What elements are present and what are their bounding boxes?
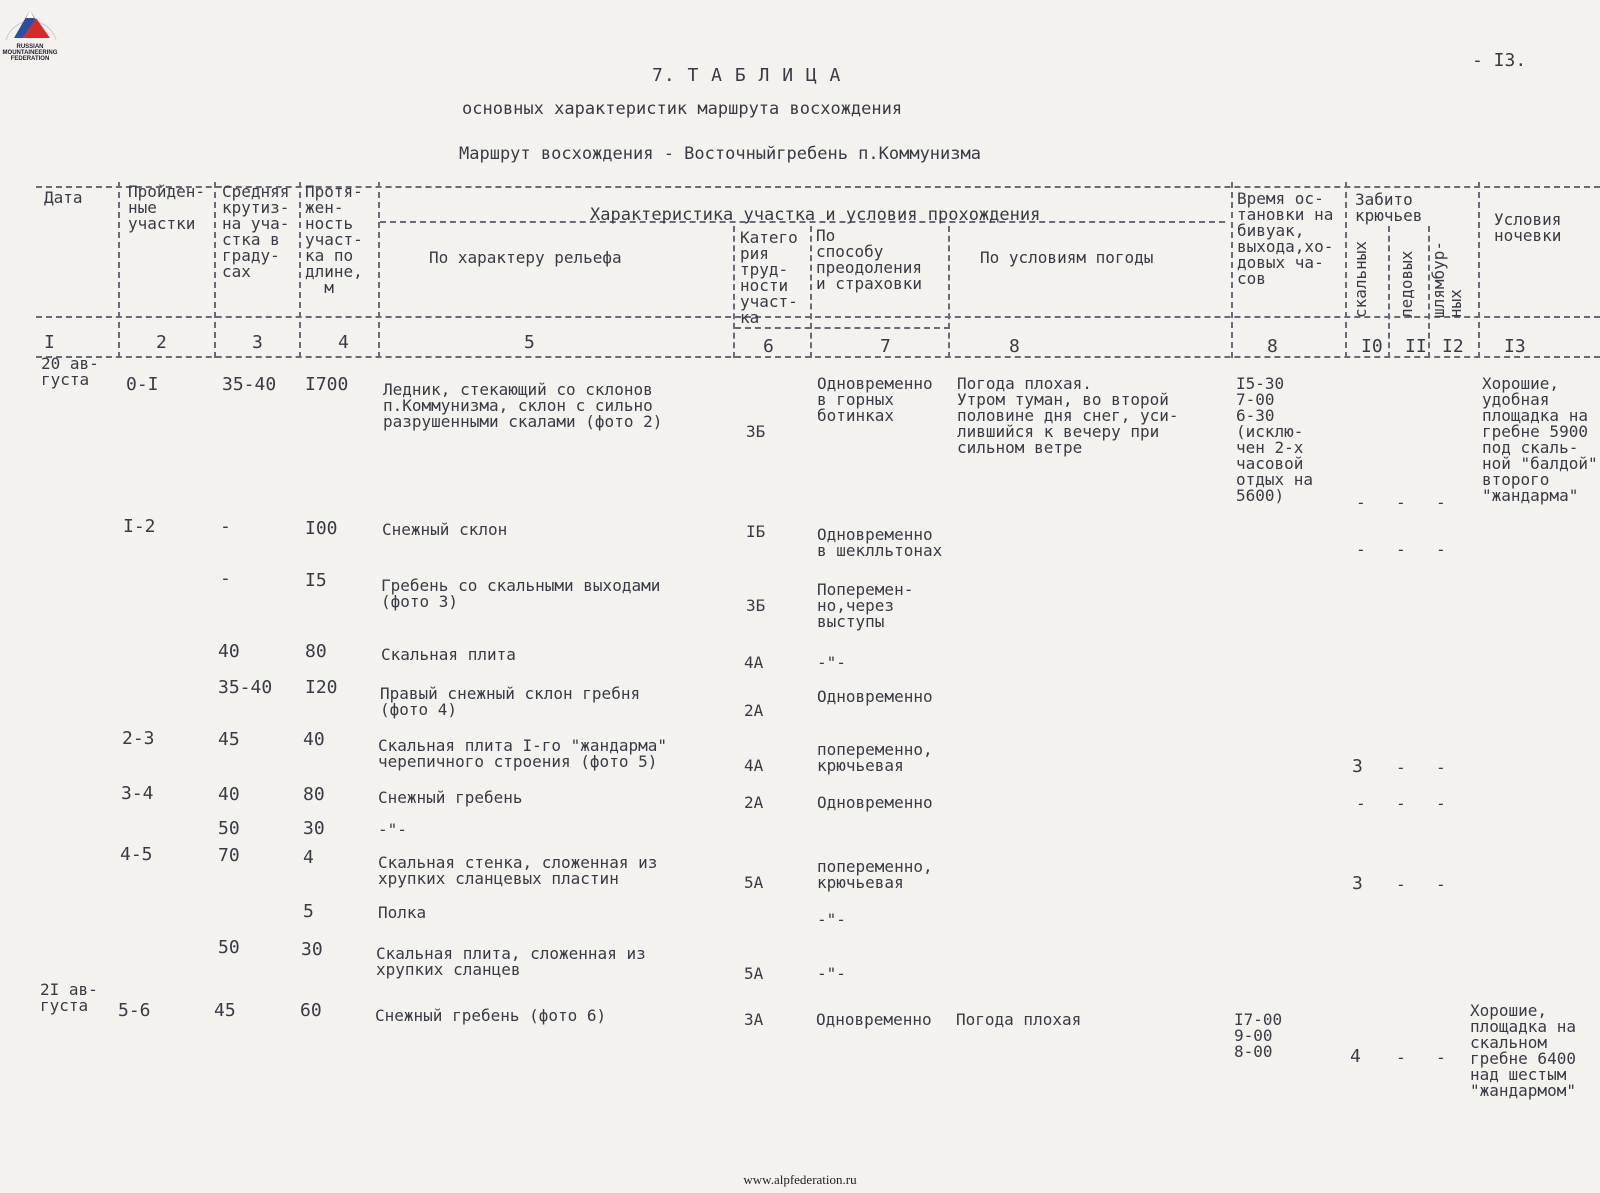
cell-length: 80 — [305, 641, 327, 662]
header-length: Протя- жен- ность участ- ка по длине, м — [305, 182, 363, 297]
grid-col-8 — [948, 226, 950, 358]
cell-bivouac: Хорошие, площадка на скальном гребне 6400 над шестым "жандармом" — [1470, 1001, 1576, 1100]
col-number: 8 — [1009, 336, 1020, 357]
cell-method: Поперемен- но,через выступы — [817, 580, 914, 631]
col-number: I — [44, 332, 55, 353]
header-characteristic-group: Характеристика участка и условия прохождения — [590, 205, 1041, 225]
cell-steepness: 45 — [218, 729, 240, 750]
cell-steepness: 50 — [218, 818, 240, 839]
cell-section: 0-I — [126, 374, 159, 395]
cell-ice-pitons: - — [1396, 493, 1406, 512]
grid-col-4 — [299, 182, 301, 358]
cell-steepness: 45 — [214, 1000, 236, 1021]
cell-method: -"- — [817, 653, 846, 672]
mountain-flag-icon — [0, 0, 62, 46]
cell-method: Одновременно — [817, 687, 933, 706]
header-weather: По условиям погоды — [980, 248, 1154, 267]
col-number: 3 — [252, 332, 263, 353]
cell-category: 5А — [744, 873, 764, 892]
cell-category: IБ — [746, 522, 766, 541]
cell-category: 3А — [744, 1010, 764, 1029]
col-number: I0 — [1361, 336, 1383, 357]
cell-method: Одновременно в шеклльтонах — [817, 525, 943, 560]
cell-category: 3Б — [746, 422, 766, 441]
col-number: II — [1405, 336, 1427, 357]
cell-length: I20 — [305, 677, 338, 698]
cell-steepness: 40 — [218, 784, 240, 805]
logo-line-2: MOUNTAINEERING — [2, 50, 58, 56]
cell-relief: Ледник, стекающий со склонов п.Коммунизма, склон с сильно разрушенными скалами (фото 2) — [383, 380, 663, 431]
col-number: 4 — [338, 332, 349, 353]
header-method: По способу преодоления и страховки — [816, 226, 922, 293]
cell-relief: Полка — [378, 903, 427, 922]
header-passed-sections: Пройден- ные участки — [128, 182, 206, 233]
cell-weather: Погода плохая — [956, 1010, 1082, 1029]
cell-relief: Скальная плита I-го "жандарма" черепичного строения (фото 5) — [378, 736, 667, 771]
cell-steepness: - — [220, 568, 231, 589]
grid-col-9 — [1231, 182, 1233, 358]
cell-steepness: 35-40 — [222, 374, 277, 395]
logo-line-1: RUSSIAN — [16, 44, 44, 50]
cell-category: 4А — [744, 756, 764, 775]
cell-date: 20 ав- густа — [41, 354, 99, 389]
cell-relief: Снежный гребень — [378, 788, 523, 807]
cell-steepness: - — [220, 516, 231, 537]
cell-relief: Скальная плита, сложенная из хрупких сланцев — [376, 944, 646, 979]
cell-bolt-pitons: - — [1436, 1048, 1446, 1067]
cell-rock-pitons: 4 — [1350, 1046, 1361, 1067]
cell-length: 60 — [300, 1000, 322, 1021]
cell-relief: -"- — [378, 820, 407, 839]
cell-bolt-pitons: - — [1436, 875, 1446, 894]
cell-section: 5-6 — [118, 1000, 151, 1021]
cell-relief: Скальная стенка, сложенная из хрупких сланцевых пластин — [378, 853, 658, 888]
cell-bolt-pitons: - — [1436, 493, 1446, 512]
page-number: - I3. — [1472, 50, 1527, 71]
header-relief: По характеру рельефа — [429, 248, 622, 267]
cell-relief: Гребень со скальными выходами (фото 3) — [381, 576, 661, 611]
header-category: Катего рия труд- ности участ- ка — [740, 228, 798, 327]
cell-method: попеременно, крючьевая — [817, 857, 933, 892]
cell-relief: Снежный гребень (фото 6) — [375, 1006, 607, 1025]
cell-steepness: 50 — [218, 937, 240, 958]
page-title: 7. Т А Б Л И Ц А — [652, 65, 842, 86]
cell-time: I7-00 9-00 8-00 — [1234, 1010, 1283, 1061]
cell-rock-pitons: - — [1356, 794, 1366, 813]
col-number: 8 — [1267, 336, 1278, 357]
grid-col-2 — [118, 182, 120, 358]
col-number: 2 — [156, 332, 167, 353]
cell-rock-pitons: 3 — [1352, 873, 1363, 894]
cell-bivouac: Хорошие, удобная площадка на гребне 5900 под скаль- ной "балдой" второго "жандарма" — [1482, 374, 1598, 505]
header-ice-pitons: ледовых — [1397, 250, 1416, 318]
header-stop-time: Время ос- тановки на бивуак, выхода,хо- довых ча- сов — [1237, 189, 1334, 288]
cell-ice-pitons: - — [1396, 540, 1406, 559]
cell-category: 3Б — [746, 596, 766, 615]
cell-date: 2I ав- густа — [40, 980, 98, 1015]
table-subtitle: основных характеристик маршрута восхождения — [462, 99, 903, 119]
grid-col-6 — [733, 226, 735, 358]
header-pitons-group: Забито крючьев — [1355, 190, 1423, 225]
header-rock-pitons: скальных — [1351, 240, 1370, 318]
cell-weather: Погода плохая. Утром туман, во второй половине дня снег, уси- лившийся к вечеру при сильном ветре — [957, 374, 1179, 457]
cell-length: I5 — [305, 570, 327, 591]
cell-rock-pitons: - — [1356, 493, 1366, 512]
grid-col-13 — [1478, 182, 1480, 358]
col-number: I2 — [1442, 336, 1464, 357]
cell-method: попеременно, крючьевая — [817, 740, 933, 775]
cell-ice-pitons: - — [1396, 875, 1406, 894]
cell-bolt-pitons: - — [1436, 540, 1446, 559]
cell-steepness: 35-40 — [218, 677, 273, 698]
cell-category: 4А — [744, 653, 764, 672]
cell-relief: Скальная плита — [381, 645, 516, 664]
cell-method: Одновременно — [816, 1010, 932, 1029]
header-date: Дата — [44, 188, 83, 207]
cell-category: 5А — [744, 964, 764, 983]
grid-line-cat — [735, 327, 950, 329]
cell-section: 2-3 — [122, 728, 155, 749]
cell-length: I700 — [305, 374, 349, 395]
grid-col-10 — [1345, 182, 1347, 358]
header-bivouac: Условия ночевки — [1494, 210, 1562, 245]
cell-length: I00 — [305, 518, 338, 539]
cell-steepness: 70 — [218, 845, 240, 866]
cell-section: 3-4 — [121, 783, 154, 804]
cell-length: 4 — [303, 847, 314, 868]
cell-ice-pitons: - — [1396, 1048, 1406, 1067]
route-name: Маршрут восхождения - Восточныйгребень п.Коммунизма — [459, 144, 981, 164]
cell-method: -"- — [817, 910, 846, 929]
cell-length: 80 — [303, 784, 325, 805]
cell-ice-pitons: - — [1396, 794, 1406, 813]
col-number: I3 — [1504, 336, 1526, 357]
grid-col-3 — [214, 182, 216, 358]
cell-method: -"- — [817, 964, 846, 983]
cell-length: 30 — [301, 939, 323, 960]
cell-method: Одновременно — [817, 793, 933, 812]
cell-relief: Правый снежный склон гребня (фото 4) — [380, 684, 641, 719]
cell-category: 2А — [744, 701, 764, 720]
cell-bolt-pitons: - — [1436, 758, 1446, 777]
col-number: 6 — [763, 336, 774, 357]
cell-category: 2А — [744, 793, 764, 812]
header-bolt-pitons: шлямбур- ных — [1429, 240, 1465, 318]
cell-rock-pitons: - — [1356, 540, 1366, 559]
grid-col-7 — [810, 226, 812, 358]
header-avg-steepness: Средняя крутиз- на уча- стка в граду- сах — [222, 182, 290, 281]
cell-time: I5-30 7-00 6-30 (исклю- чен 2-х часовой отдых на 5600) — [1236, 374, 1314, 505]
grid-col-11 — [1388, 226, 1390, 358]
cell-section: 4-5 — [120, 844, 153, 865]
col-number: 5 — [524, 332, 535, 353]
cell-section: I-2 — [123, 516, 156, 537]
grid-col-5 — [378, 182, 380, 358]
cell-length: 30 — [303, 818, 325, 839]
federation-logo — [0, 0, 70, 70]
cell-length: 40 — [303, 729, 325, 750]
cell-bolt-pitons: - — [1436, 794, 1446, 813]
cell-length: 5 — [303, 901, 314, 922]
footer-url: www.alpfederation.ru — [743, 1172, 857, 1187]
col-number: 7 — [880, 336, 891, 357]
logo-line-3: FEDERATION — [10, 56, 50, 62]
cell-steepness: 40 — [218, 641, 240, 662]
cell-rock-pitons: 3 — [1352, 756, 1363, 777]
cell-relief: Снежный склон — [382, 520, 508, 539]
cell-method: Одновременно в горных ботинках — [817, 374, 933, 425]
cell-ice-pitons: - — [1396, 758, 1406, 777]
